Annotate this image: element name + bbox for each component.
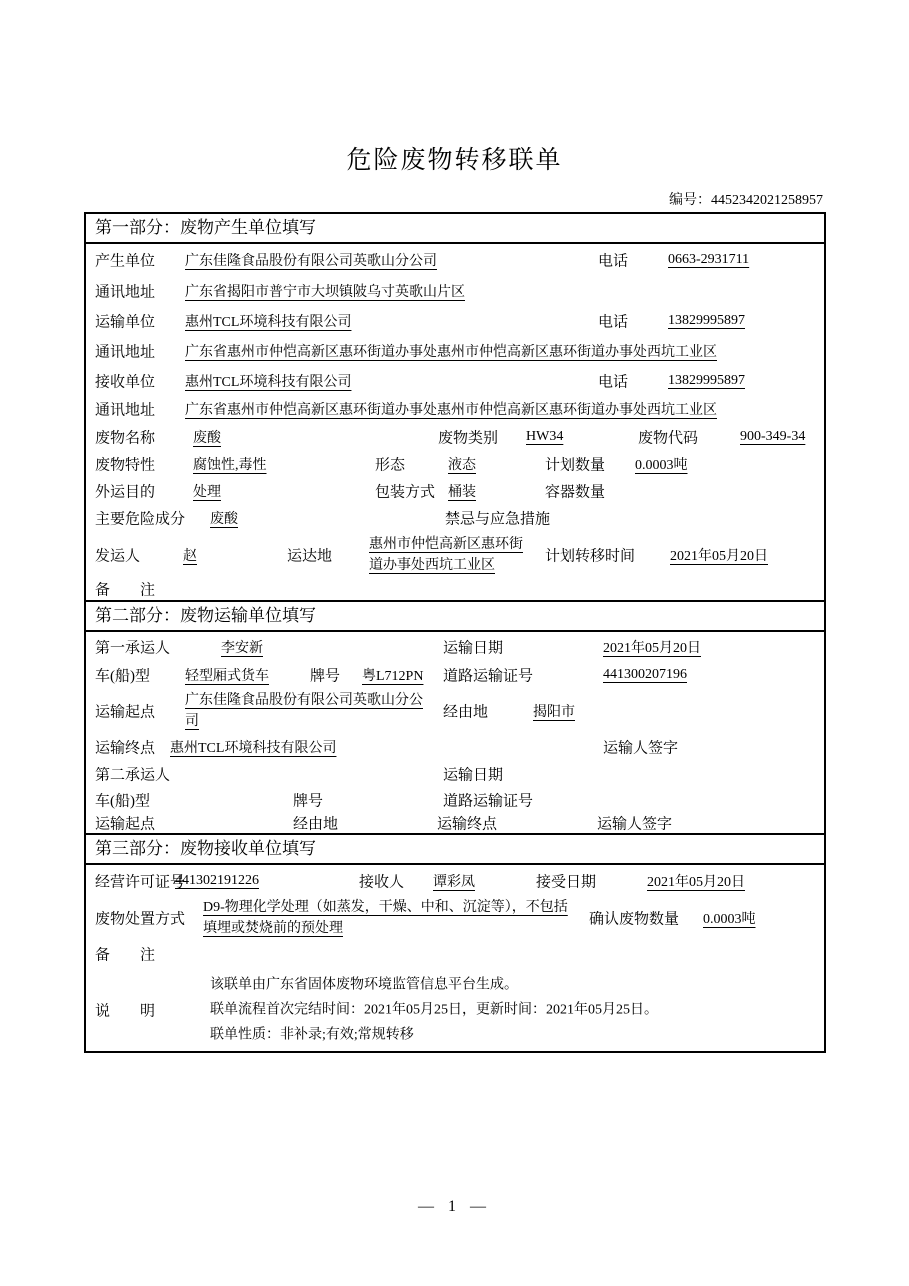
receiver-address-label: 通讯地址 <box>95 402 156 419</box>
transport-date1-label: 运输日期 <box>443 640 504 656</box>
note-line-2: 联单流程首次完结时间：2021年05月25日，更新时间：2021年05月25日。 <box>210 1002 658 1017</box>
carrier1-value: 李安新 <box>221 640 263 656</box>
row-origin2 <box>86 813 824 833</box>
purpose-label: 外运目的 <box>95 484 156 500</box>
doc-number-value: 4452342021258957 <box>711 193 823 208</box>
note-lines <box>210 972 790 1047</box>
row-waste-name <box>86 423 824 450</box>
receiver-value: 惠州TCL环境科技有限公司 <box>185 374 352 390</box>
form-label: 形态 <box>375 457 406 473</box>
note-label: 说 明 <box>95 1003 156 1019</box>
receiver-person-value: 谭彩凤 <box>433 874 475 890</box>
waste-code-label: 废物代码 <box>638 430 699 446</box>
dest-value: 惠州市仲恺高新区惠环街道办事处西坑工业区 <box>369 537 523 573</box>
row-waste-property <box>86 450 824 477</box>
waste-code-value: 900-349-34 <box>740 428 806 444</box>
accept-date-label: 接受日期 <box>536 874 597 890</box>
row-transporter-address <box>86 336 824 366</box>
producer-phone-label: 电话 <box>598 253 629 269</box>
consignor-label: 发运人 <box>95 548 141 565</box>
dest-label: 运达地 <box>287 548 333 565</box>
manifest-table <box>84 212 826 1053</box>
section2-header: 第二部分：废物运输单位填写 <box>86 600 824 632</box>
row-note <box>86 968 824 1051</box>
part3-remark-label: 备 注 <box>95 947 156 964</box>
row-terminus1 <box>86 733 824 761</box>
waste-name-value: 废酸 <box>193 430 221 446</box>
transporter-label: 运输单位 <box>95 314 156 331</box>
row-disposal <box>86 896 824 940</box>
producer-phone-value: 0663-2931711 <box>668 251 750 267</box>
plate1-label: 牌号 <box>310 668 341 685</box>
producer-label: 产生单位 <box>95 253 156 269</box>
row-consignor <box>86 532 824 578</box>
license-label: 经营许可证号 <box>95 874 186 890</box>
waste-property-value: 腐蚀性,毒性 <box>193 457 267 473</box>
terminus2-label: 运输终点 <box>437 816 498 833</box>
row-transporter <box>86 306 824 336</box>
producer-address-value: 广东省揭阳市普宁市大坝镇陂乌寸英歌山片区 <box>185 284 465 300</box>
packing-label: 包装方式 <box>375 484 436 500</box>
waste-category-value: HW34 <box>526 428 564 444</box>
road-permit1-label: 道路运输证号 <box>443 668 534 685</box>
waste-property-label: 废物特性 <box>95 457 156 473</box>
waste-name-label: 废物名称 <box>95 430 156 446</box>
confirm-qty-value: 0.0003吨 <box>703 912 756 927</box>
row-part1-remark <box>86 578 824 600</box>
row-purpose <box>86 477 824 504</box>
road-permit2-label: 道路运输证号 <box>443 793 534 810</box>
road-permit1-value: 441300207196 <box>603 667 687 682</box>
row-receiver-address <box>86 395 824 423</box>
producer-address-label: 通讯地址 <box>95 284 156 300</box>
carrier2-label: 第二承运人 <box>95 767 171 784</box>
container-qty-label: 容器数量 <box>545 484 606 500</box>
purpose-value: 处理 <box>193 484 221 500</box>
vehicle-type1-value: 轻型厢式货车 <box>185 669 269 684</box>
part1-remark-label: 备 注 <box>95 582 156 599</box>
plate1-value: 粤L712PN <box>362 669 424 684</box>
section3-header: 第三部分：废物接收单位填写 <box>86 833 824 865</box>
hazard-label: 主要危险成分 <box>95 511 186 528</box>
transport-date2-label: 运输日期 <box>443 767 504 784</box>
note-line-3: 联单性质：非补录;有效;常规转移 <box>210 1027 414 1042</box>
transporter-value: 惠州TCL环境科技有限公司 <box>185 315 352 330</box>
disposal-label: 废物处置方式 <box>95 911 186 928</box>
transfer-time-value: 2021年05月20日 <box>670 549 768 564</box>
receiver-person-label: 接收人 <box>359 874 405 890</box>
accept-date-value: 2021年05月20日 <box>647 874 745 890</box>
plate2-label: 牌号 <box>293 793 324 810</box>
receiver-phone-value: 13829995897 <box>668 372 745 388</box>
transporter-phone-value: 13829995897 <box>668 313 745 328</box>
row-receiver <box>86 366 824 395</box>
row-vehicle2 <box>86 787 824 813</box>
vehicle-type1-label: 车(船)型 <box>95 668 150 685</box>
origin1-value: 广东佳隆食品股份有限公司英歌山分公司 <box>185 693 423 729</box>
carrier1-label: 第一承运人 <box>95 640 171 656</box>
via2-label: 经由地 <box>293 816 339 833</box>
row-producer <box>86 244 824 275</box>
doc-number <box>669 189 823 209</box>
row-carrier2 <box>86 761 824 787</box>
packing-value: 桶装 <box>448 484 476 500</box>
waste-category-label: 废物类别 <box>438 430 499 446</box>
consignor-value: 赵 <box>183 549 197 564</box>
origin1-label: 运输起点 <box>95 704 156 721</box>
transfer-time-label: 计划转移时间 <box>545 548 636 565</box>
row-vehicle1 <box>86 661 824 689</box>
receiver-phone-label: 电话 <box>598 374 629 390</box>
license-value: 441302191226 <box>175 872 259 888</box>
transporter-address-value: 广东省惠州市仲恺高新区惠环街道办事处惠州市仲恺高新区惠环街道办事处西坑工业区 <box>185 345 717 360</box>
via1-label: 经由地 <box>443 704 489 721</box>
row-hazard <box>86 504 824 532</box>
planned-qty-value: 0.0003吨 <box>635 457 688 473</box>
row-carrier1 <box>86 632 824 661</box>
doc-number-label: 编号： <box>669 193 711 208</box>
vehicle-type2-label: 车(船)型 <box>95 793 150 810</box>
receiver-label: 接收单位 <box>95 374 156 390</box>
note-line-1: 该联单由广东省固体废物环境监管信息平台生成。 <box>210 977 518 992</box>
row-part3-remark <box>86 940 824 968</box>
terminus1-value: 惠州TCL环境科技有限公司 <box>170 741 337 756</box>
signature2-label: 运输人签字 <box>597 816 673 833</box>
page-title: 危险废物转移联单 <box>346 147 563 174</box>
row-license <box>86 865 824 896</box>
transporter-phone-label: 电话 <box>598 314 629 331</box>
hazard-value: 废酸 <box>210 512 238 527</box>
via1-value: 揭阳市 <box>533 705 575 720</box>
emergency-label: 禁忌与应急措施 <box>445 511 551 528</box>
transporter-address-label: 通讯地址 <box>95 344 156 361</box>
receiver-address-value: 广东省惠州市仲恺高新区惠环街道办事处惠州市仲恺高新区惠环街道办事处西坑工业区 <box>185 403 717 418</box>
transport-date1-value: 2021年05月20日 <box>603 640 701 656</box>
signature1-label: 运输人签字 <box>603 740 679 757</box>
confirm-qty-label: 确认废物数量 <box>589 911 680 928</box>
disposal-value: D9-物理化学处理（如蒸发，干燥、中和、沉淀等），不包括填埋或焚烧前的预处理 <box>203 900 568 936</box>
terminus1-label: 运输终点 <box>95 740 156 757</box>
row-producer-address <box>86 275 824 306</box>
row-origin1 <box>86 689 824 733</box>
page-number: — 1 — <box>418 1198 491 1215</box>
origin2-label: 运输起点 <box>95 816 156 833</box>
producer-value: 广东佳隆食品股份有限公司英歌山分公司 <box>185 253 437 269</box>
form-value: 液态 <box>448 457 476 473</box>
section1-header: 第一部分：废物产生单位填写 <box>86 214 824 244</box>
planned-qty-label: 计划数量 <box>545 457 606 473</box>
